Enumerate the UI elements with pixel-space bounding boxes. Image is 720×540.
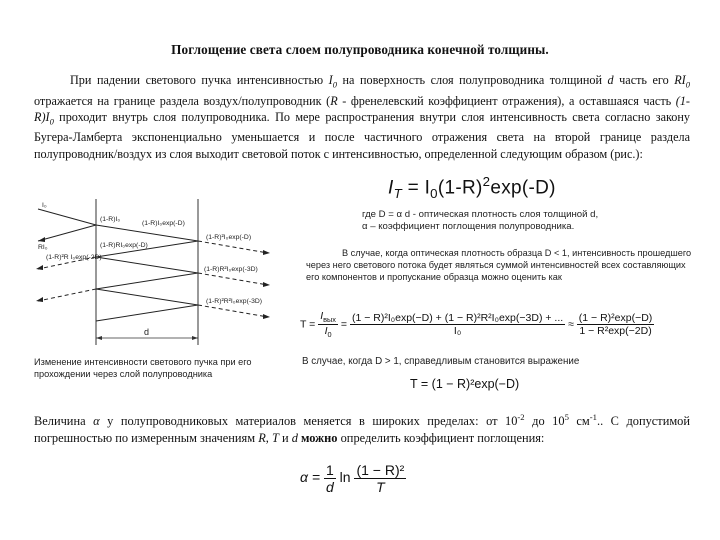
frac-closed-form: $\frac{\text{(1 − R)²exp(−D)}}{\text{1 − R²exp(−2D)}}$ <box>578 312 653 338</box>
arrow-transmitted-1 <box>263 250 270 255</box>
label-1R-RI0expD: (1-R)RI₀exp(-D) <box>100 242 148 249</box>
dimension-arrow-left <box>96 336 102 340</box>
label-I0: I₀ <box>42 202 47 209</box>
formula-simple: T = (1 − R)²exp(−D) <box>410 377 520 391</box>
bottom-paragraph: Величина α у полупроводниковых материалов меняется в широких пределах: от $10^{-2}$ до $10^5$ $см^{-1}$.. С допустимой погрешностью по измеренным значениям R, T и d можно определить коэффициент поглощения: <box>34 412 690 446</box>
label-1R2-R2I0exp3D: (1-R)²R²I₀exp(-3D) <box>206 298 263 305</box>
var-d: d <box>607 73 614 87</box>
var-RI0: $RI_0$ <box>674 73 691 90</box>
arrow-transmitted-2 <box>263 282 270 287</box>
frac-series: $\frac{\text{(1 − R)²I₀exp(−D) + (1 − R)²R²I₀exp(−3D) + ...}}{\text{I₀}}$ <box>351 312 564 338</box>
frac-ln-argument: $\frac{\text{(1 − R)²}}{T}$ <box>356 462 405 495</box>
reflection-diagram <box>30 195 282 353</box>
where-definition <box>362 209 692 233</box>
dimension-arrow-right <box>192 336 198 340</box>
case-small-text: В случае, когда оптическая плотность образца D < 1, интенсивность прошедшего через него светового потока будет являться суммой интенсивностей всех составляющих его компонентов и пропускание образца можно оценить как <box>306 248 692 282</box>
ray-transmitted-2 <box>198 273 268 285</box>
label-1R2-I0expD: (1-R)²I₀exp(-D) <box>206 234 252 241</box>
figure-caption: Изменение интенсивности светового пучка при его прохождении через слой полупроводника <box>34 357 252 379</box>
page-title: Поглощение света слоем полупроводника конечной толщины. <box>171 42 549 57</box>
var-part: (1- $R)I_0$ <box>34 93 690 127</box>
label-1R-R2I0exp3D: (1-R)R²I₀exp(-3D) <box>204 266 258 273</box>
ray-transmitted-3 <box>198 305 268 317</box>
intro-text-4: отражается на границе раздела воздух/полупроводник ( <box>34 93 331 108</box>
formula-sum: T = $\frac{I_{вых}}{I_0}$ = $\frac{\text{(1 − R)²I₀exp(−D) + (1 − R)²R²I₀exp(−3D) + ...}}{\text{I₀}}$ ≈ $\frac{\text{(1 − R)²exp(−D)}}{\text{1 − R²exp(−2D)}}$ <box>300 310 653 340</box>
ray-internal-zigzag <box>96 225 198 321</box>
label-d: d <box>144 327 150 337</box>
var-R: R <box>330 93 338 108</box>
ray-incident <box>38 209 96 225</box>
label-RI0: RI₀ <box>38 244 48 251</box>
intro-paragraph <box>34 72 690 162</box>
formula-alpha: α = $\frac{1}{d}$ ln $\frac{\text{(1 − R)²}}{T}$ <box>300 462 405 495</box>
where-line-2: α – коэффициент поглощения полупроводника. <box>362 221 575 232</box>
intro-text-1: При падении светового пучка интенсивностью <box>70 73 329 87</box>
arrow-transmitted-3 <box>263 314 270 319</box>
intro-text-2: на поверхность слоя полупроводника толщиной <box>337 73 608 87</box>
where-line-1: где D = α d - оптическая плотность слоя толщиной d, <box>362 209 599 220</box>
label-1R-I0: (1-R)I₀ <box>100 216 121 223</box>
frac-1-over-d: $\frac{1}{d}$ <box>325 462 334 495</box>
ray-back-2 <box>38 289 96 301</box>
case-large-text: В случае, когда D > 1, справедливым становится выражение <box>302 356 580 367</box>
ray-transmitted-1 <box>198 241 268 253</box>
label-1R2-RI0exp2D: (1-R)²R I₀exp(-2D) <box>46 254 102 261</box>
var-I0: $I_0$ <box>328 73 337 90</box>
arrow-back-2 <box>36 297 43 302</box>
arrow-back-1 <box>36 265 43 270</box>
arrow-reflected <box>38 237 45 242</box>
label-1R-I0expD: (1-R)I₀exp(-D) <box>142 220 185 227</box>
intro-text-6: проходит внутрь слоя полупроводника. По мере распространения внутри слоя интенсивность света согласно закону Бугера-Ламберта экспоненциально уменьшается и после частичного отражения света на второй границе раздела полупроводник/воздух из слоя выходит световой поток с интенсивностью, определенной следующим образом (рис.): <box>34 109 690 161</box>
intro-text-5: - френелевский коэффициент отражения), а оставшаяся часть <box>337 93 676 108</box>
frac-Iout-I0: $\frac{I_{вых}}{I_0}$ <box>320 310 336 340</box>
ray-reflected <box>38 225 96 241</box>
intro-text-3: часть его <box>613 73 675 87</box>
formula-main: $I_T = I_0(1-R)^2\exp(-D)$ <box>388 174 556 202</box>
